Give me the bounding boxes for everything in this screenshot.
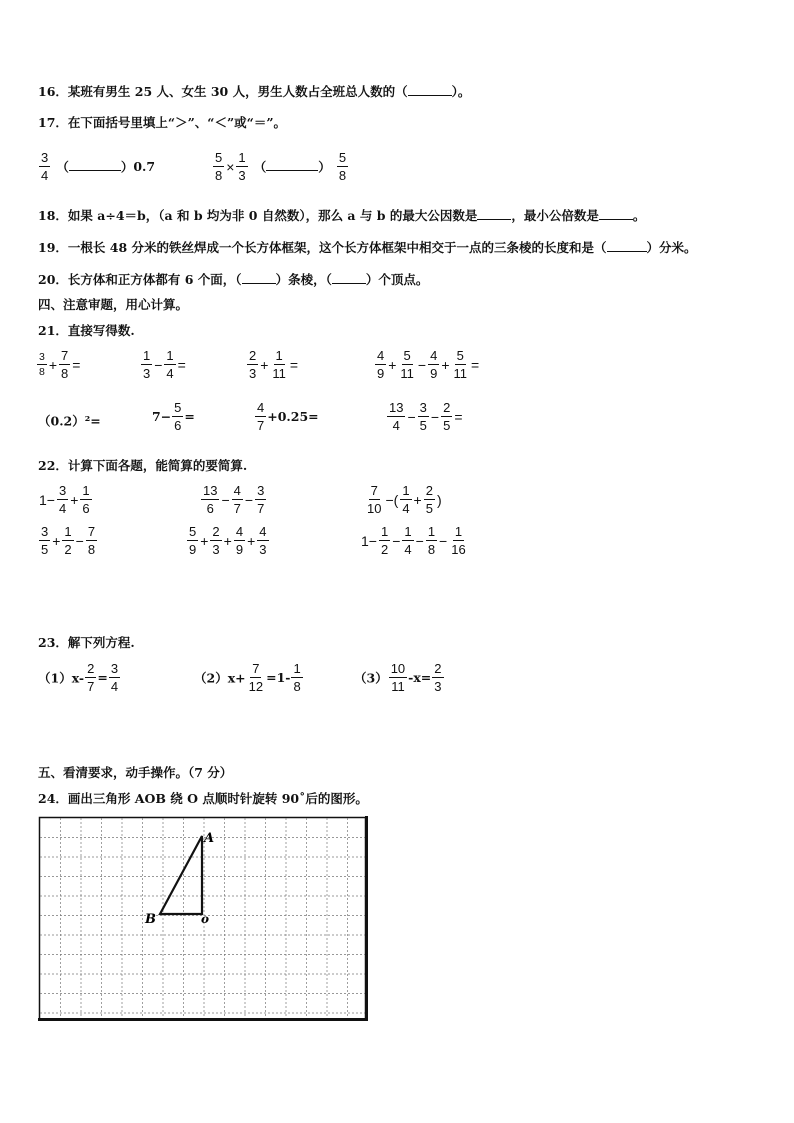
q21-expr-8: $\frac{13}{4}$ − $\frac{3}{5}$ − $\frac{2}{5}$ = bbox=[389, 400, 463, 433]
q23-equation-2: （2）x+ $\frac{7}{12}$ =1- $\frac{1}{8}$ bbox=[194, 661, 301, 694]
grid-svg bbox=[38, 816, 368, 1021]
vertices-blank[interactable] bbox=[332, 271, 366, 284]
q22-expr-2: $\frac{13}{6}$ − $\frac{4}{7}$ − $\frac{3}{7}$ bbox=[203, 483, 265, 516]
question-17: 17．在下面括号里填上“＞”、“＜”或“＝”。 bbox=[38, 115, 287, 130]
section-4-heading: 四、注意审题，用心计算。 bbox=[38, 297, 189, 312]
q21-expr-3: $\frac{2}{3}$ + $\frac{1}{11}$ = bbox=[249, 348, 299, 381]
q17-comparison-a: $\frac{3}{4}$ （ ）0.7 bbox=[41, 150, 156, 183]
edges-blank[interactable] bbox=[242, 271, 276, 284]
question-18: 18．如果 a÷4＝b，（a 和 b 均为非 0 自然数），那么 a 与 b 的最大公因数是 ，最小公倍数是 。 bbox=[38, 208, 646, 223]
q21-expr-4: $\frac{4}{9}$ + $\frac{5}{11}$ − $\frac{4}{9}$ + $\frac{5}{11}$ = bbox=[377, 348, 480, 381]
q22-expr-1: 1− $\frac{3}{4}$ + $\frac{1}{6}$ bbox=[39, 483, 90, 516]
question-16: 16．某班有男生 25 人、女生 30 人，男生人数占全班总人数的（ ）。 bbox=[38, 84, 471, 99]
q17-comparison-b: $\frac{5}{8}$ × $\frac{1}{3}$ （ ） $\frac{5}{8}$ bbox=[215, 150, 347, 183]
answer-blank[interactable] bbox=[607, 239, 647, 252]
label-b: B bbox=[145, 912, 156, 927]
answer-blank[interactable] bbox=[408, 83, 452, 96]
label-a: A bbox=[204, 831, 215, 846]
q21-expr-7: $\frac{4}{7}$ +0.25= bbox=[257, 400, 319, 433]
compare-blank-b[interactable] bbox=[266, 158, 318, 171]
q22-expr-3: $\frac{7}{10}$ −( $\frac{1}{4}$ + $\frac{2}{5}$ ) bbox=[367, 483, 442, 516]
q23-equation-3: （3） $\frac{10}{11}$ -x= $\frac{2}{3}$ bbox=[354, 661, 442, 694]
q21-expr-1: $\frac{3}{8}$ + $\frac{7}{8}$ = bbox=[39, 348, 81, 381]
question-24: 24．画出三角形 AOB 绕 O 点顺时针旋转 90˚后的图形。 bbox=[38, 791, 368, 806]
question-22: 22．计算下面各题，能简算的要简算. bbox=[38, 458, 248, 473]
q22-expr-4: $\frac{3}{5}$ + $\frac{1}{2}$ − $\frac{7}{8}$ bbox=[41, 524, 96, 557]
question-21: 21．直接写得数. bbox=[38, 323, 135, 338]
q22-expr-5: $\frac{5}{9}$ + $\frac{2}{3}$ + $\frac{4}{9}$ + $\frac{4}{3}$ bbox=[189, 524, 267, 557]
lcm-blank[interactable] bbox=[599, 207, 633, 220]
q21-expr-5: （0.2）²= bbox=[38, 413, 101, 429]
question-23: 23．解下列方程. bbox=[38, 635, 135, 650]
drawing-grid[interactable] bbox=[38, 816, 368, 1021]
label-o: o bbox=[201, 912, 210, 926]
q21-expr-6: 7− $\frac{5}{6}$ = bbox=[152, 400, 195, 433]
q23-equation-1: （1）x- $\frac{2}{7}$ = $\frac{3}{4}$ bbox=[38, 661, 119, 694]
section-5-heading: 五、看清要求，动手操作。（7 分） bbox=[38, 765, 233, 780]
compare-blank-a[interactable] bbox=[69, 158, 121, 171]
question-19: 19．一根长 48 分米的铁丝焊成一个长方体框架，这个长方体框架中相交于一点的三条棱的长度和是（ ）分米。 bbox=[38, 240, 697, 255]
question-20: 20．长方体和正方体都有 6 个面，（ ）条棱，（ ）个顶点。 bbox=[38, 272, 429, 287]
q22-expr-6: 1− $\frac{1}{2}$ − $\frac{1}{4}$ − $\frac{1}{8}$ − $\frac{1}{16}$ bbox=[361, 524, 466, 557]
q21-expr-2: $\frac{1}{3}$ − $\frac{1}{4}$ = bbox=[143, 348, 186, 381]
gcd-blank[interactable] bbox=[477, 207, 511, 220]
